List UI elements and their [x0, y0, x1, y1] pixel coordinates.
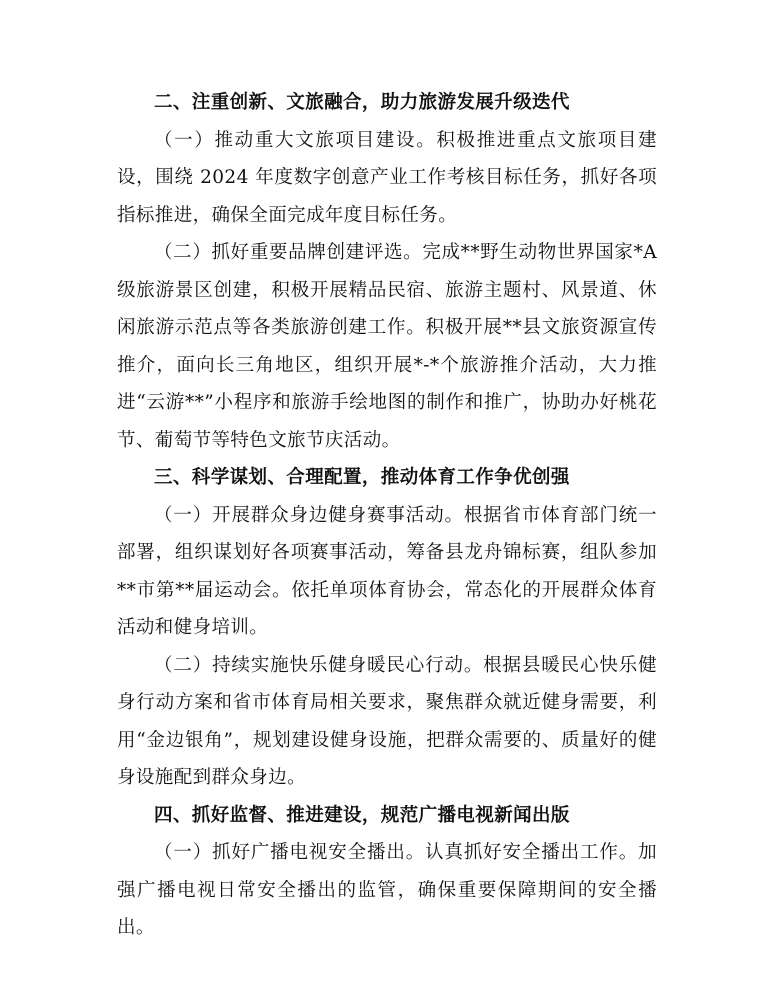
section-heading-4: 四、抓好监督、推进建设，规范广播电视新闻出版: [154, 804, 570, 826]
paragraph-4-1: （一）抓好广播电视安全播出。认真抓好安全播出工作。加强广播电视日常安全播出的监管，确保重要保障期间的安全播出。: [117, 842, 657, 938]
section-heading-2: 二、注重创新、文旅融合，助力旅游发展升级迭代: [154, 92, 570, 113]
paragraph-2-1: （一）推动重大文旅项目建设。积极推进重点文旅项目建设，围绕 2024 年度数字创意产业工作考核目标任务，抓好各项指标推进，确保全面完成年度目标任务。: [117, 129, 657, 226]
paragraph-3-2: （二）持续实施快乐健身暖民心行动。根据县暖民心快乐健身行动方案和省市体育局相关要求，聚焦群众就近健身需要，利用“金边银角”，规划建设健身设施，把群众需要的、质量好的健身设施配到群众身边。: [117, 654, 657, 788]
paragraph-2-2: （二）抓好重要品牌创建评选。完成**野生动物世界国家*A 级旅游景区创建，积极开展精品民宿、旅游主题村、风景道、休闲旅游示范点等各类旅游创建工作。积极开展**县文旅资源宣传推介，面向长三角地区，组织开展*-*个旅游推介活动，大力推进“云游**”小程序和旅游手绘地图的制作和推广，协助办好桃花节、葡萄节等特色文旅节庆活动。: [117, 242, 657, 451]
paragraph-3-1: （一）开展群众身边健身赛事活动。根据省市体育部门统一部署，组织谋划好各项赛事活动，筹备县龙舟锦标赛，组队参加**市第**届运动会。依托单项体育协会，常态化的开展群众体育活动和健身培训。: [117, 504, 657, 638]
document-body: [117, 84, 657, 947]
section-heading-3: 三、科学谋划、合理配置，推动体育工作争优创强: [154, 467, 570, 488]
